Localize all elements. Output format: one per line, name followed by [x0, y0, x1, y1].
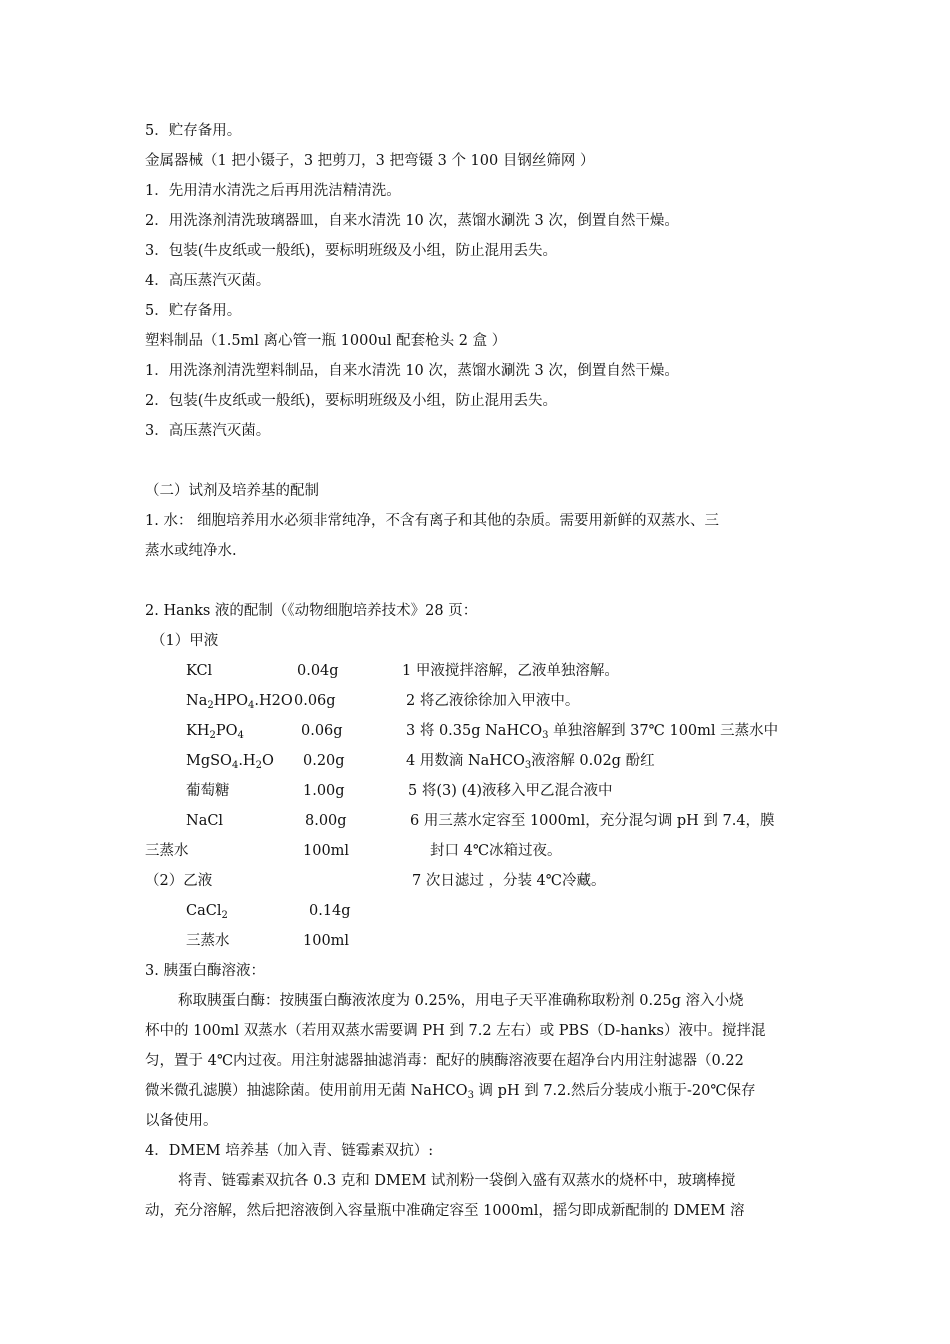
subheading-solution-b: （2）乙液: [145, 873, 213, 889]
reagent-name: $KH_2PO_4$: [186, 723, 244, 741]
text-line: 2．用洗涤剂清洗玻璃器皿，自来水清洗 10 次，蒸馏水涮洗 3 次，倒置自然干燥。: [145, 213, 679, 229]
procedure-step: 6 用三蒸水定容至 1000ml，充分混匀调 pH 到 7.4，膜: [410, 813, 775, 829]
reagent-amount: 0.06g: [301, 723, 343, 739]
text-line: 3．包装(牛皮纸或一般纸)，要标明班级及小组，防止混用丢失。: [145, 243, 558, 259]
section-heading-hanks: 2. Hanks 液的配制（《动物细胞培养技术》28 页：: [145, 603, 478, 619]
text-line: 1．先用清水清洗之后再用洗洁精清洗。: [145, 183, 401, 199]
reagent-name: 三蒸水: [145, 843, 189, 859]
text-line: 4．高压蒸汽灭菌。: [145, 273, 271, 289]
procedure-step: 7 次日滤过 ，分装 4℃冷藏。: [412, 873, 606, 889]
reagent-name: CaCl$_2$: [186, 903, 228, 921]
reagent-amount: 8.00g: [305, 813, 347, 829]
paragraph-line: 杯中的 100ml 双蒸水（若用双蒸水需要调 PH 到 7.2 左右）或 PBS（D-hanks）液中。搅拌混: [145, 1023, 766, 1039]
section-heading-dmem: 4．DMEM 培养基（加入青、链霉素双抗）:: [145, 1143, 434, 1159]
paragraph-line: 微米微孔滤膜）抽滤除菌。使用前用无菌 NaHCO$_3$ 调 pH 到 7.2.然后分装成小瓶于-20℃保存: [145, 1083, 756, 1101]
text-line: 5．贮存备用。: [145, 123, 242, 139]
paragraph-line: 以备使用。: [145, 1113, 218, 1129]
reagent-name: NaCl: [186, 813, 224, 829]
reagent-name: $MgSO_4.H_2O$: [186, 753, 274, 771]
paragraph-line: 将青、链霉素双抗各 0.3 克和 DMEM 试剂粉一袋倒入盛有双蒸水的烧杯中，玻璃棒搅: [178, 1173, 736, 1189]
reagent-amount: 0.06g: [294, 693, 336, 709]
procedure-step: 4 用数滴 NaHCO$_3$液溶解 0.02g 酚红: [406, 753, 655, 771]
paragraph-line: 匀，置于 4℃内过夜。用注射滤器抽滤消毒：配好的胰酶溶液要在超净台内用注射滤器（0.22: [145, 1053, 744, 1069]
reagent-amount: 100ml: [303, 933, 350, 949]
section-heading-metal-instruments: 金属器械（1 把小镊子，3 把剪刀，3 把弯镊 3 个 100 目钢丝筛网 ）: [145, 153, 595, 169]
paragraph-line: 动，充分溶解，然后把溶液倒入容量瓶中准确定容至 1000ml，摇匀即成新配制的 DMEM 溶: [145, 1203, 745, 1219]
procedure-step: 3 将 0.35g NaHCO$_3$ 单独溶解到 37℃ 100ml 三蒸水中: [406, 723, 779, 741]
reagent-amount: 0.14g: [309, 903, 351, 919]
reagent-amount: 0.20g: [303, 753, 345, 769]
reagent-amount: 0.04g: [297, 663, 339, 679]
reagent-name: 葡萄糖: [186, 783, 230, 799]
reagent-amount: 1.00g: [303, 783, 345, 799]
text-line: 蒸水或纯净水.: [145, 543, 237, 559]
procedure-step: 5 将(3) (4)液移入甲乙混合液中: [408, 783, 613, 799]
section-heading-trypsin: 3. 胰蛋白酶溶液：: [145, 963, 265, 979]
section-heading-reagents: （二）试剂及培养基的配制: [145, 483, 319, 499]
reagent-amount: 100ml: [303, 843, 350, 859]
text-line: 1．用洗涤剂清洗塑料制品，自来水清洗 10 次，蒸馏水涮洗 3 次，倒置自然干燥。: [145, 363, 679, 379]
subheading-solution-a: （1）甲液: [151, 633, 219, 649]
procedure-step: 2 将乙液徐徐加入甲液中。: [406, 693, 580, 709]
procedure-step: 封口 4℃冰箱过夜。: [430, 843, 562, 859]
text-line: 3．高压蒸汽灭菌。: [145, 423, 271, 439]
section-heading-plastic-products: 塑料制品（1.5ml 离心管一瓶 1000ul 配套枪头 2 盒 ）: [145, 333, 507, 349]
reagent-name: KCl: [186, 663, 213, 679]
paragraph-line: 称取胰蛋白酶：按胰蛋白酶液浓度为 0.25%，用电子天平准确称取粉剂 0.25g 溶入小烧: [178, 993, 744, 1009]
reagent-name: $Na_2HPO_4.H2O$: [186, 693, 293, 711]
text-line: 2．包装(牛皮纸或一般纸)，要标明班级及小组，防止混用丢失。: [145, 393, 558, 409]
procedure-step: 1 甲液搅拌溶解，乙液单独溶解。: [402, 663, 619, 679]
text-line: 5．贮存备用。: [145, 303, 242, 319]
text-line: 1. 水： 细胞培养用水必须非常纯净，不含有离子和其他的杂质。需要用新鲜的双蒸水、三: [145, 513, 720, 529]
reagent-name: 三蒸水: [186, 933, 230, 949]
